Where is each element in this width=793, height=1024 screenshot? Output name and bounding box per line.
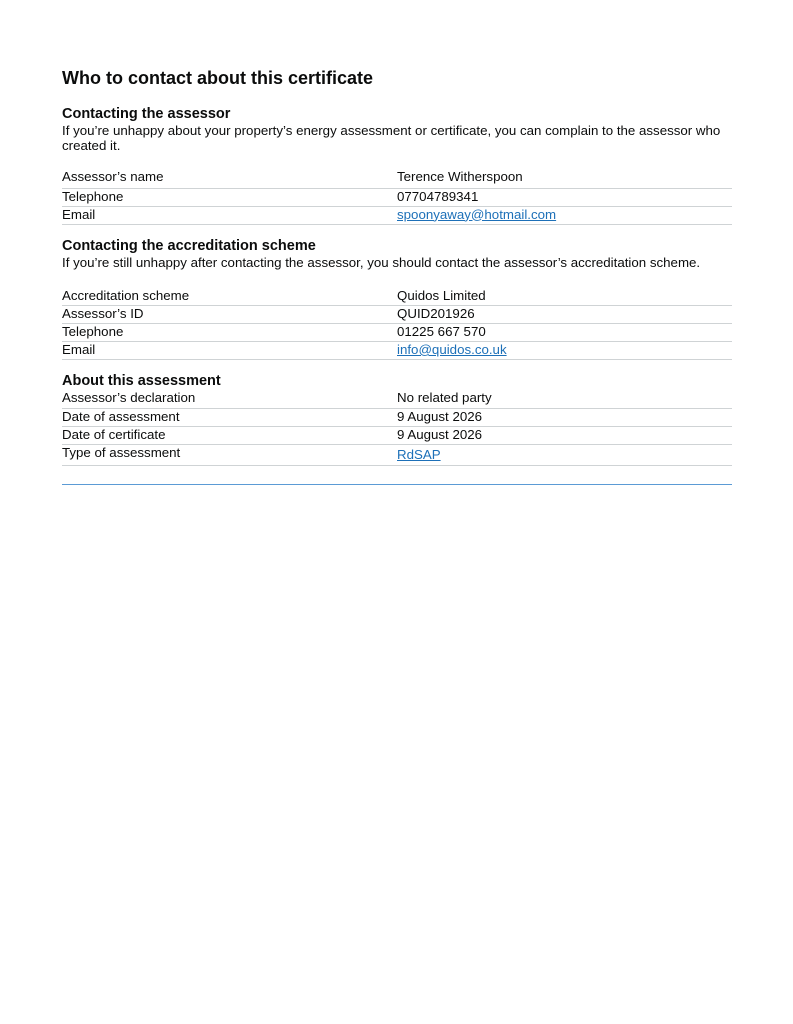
type-of-assessment-label: Type of assessment <box>62 444 397 465</box>
assessor-details-table <box>62 169 732 225</box>
assessment-details-table <box>62 390 732 466</box>
declaration-label: Assessor’s declaration <box>62 390 397 408</box>
scheme-section-title: Contacting the accreditation scheme <box>62 237 316 254</box>
table-row <box>62 206 732 224</box>
scheme-telephone-label: Telephone <box>62 324 397 342</box>
table-row <box>62 306 732 324</box>
assessor-section-intro: If you’re unhappy about your property’s energy assessment or certificate, you can complain to the assessor who created it. <box>62 123 721 153</box>
scheme-section-intro: If you’re still unhappy after contacting the assessor, you should contact the assessor’s accreditation scheme. <box>62 254 701 270</box>
table-row <box>62 324 732 342</box>
table-row <box>62 408 732 426</box>
assessor-email-link[interactable]: spoonyaway@hotmail.com <box>397 206 557 222</box>
about-section-title: About this assessment <box>62 373 221 389</box>
declaration-value: No related party <box>397 390 732 408</box>
date-of-assessment-label: Date of assessment <box>62 408 397 426</box>
date-of-certificate-value: 9 August 2026 <box>397 426 732 444</box>
footer-divider <box>62 484 732 485</box>
type-of-assessment-cell <box>397 444 732 465</box>
scheme-email-label: Email <box>62 342 397 360</box>
table-row <box>62 426 732 444</box>
scheme-email-link[interactable]: info@quidos.co.uk <box>397 342 507 357</box>
assessor-id-value: QUID201926 <box>397 306 732 324</box>
table-row <box>62 169 732 188</box>
scheme-email-cell <box>397 342 732 360</box>
assessor-email-label: Email <box>62 206 397 224</box>
page-title: Who to contact about this certificate <box>62 68 374 88</box>
assessor-section-title: Contacting the assessor <box>62 106 231 122</box>
scheme-telephone-value: 01225 667 570 <box>397 324 732 342</box>
scheme-details-table <box>62 288 732 361</box>
table-row <box>62 342 732 360</box>
table-row <box>62 188 732 206</box>
assessor-telephone-label: Telephone <box>62 188 397 206</box>
accreditation-scheme-label: Accreditation scheme <box>62 288 397 306</box>
accreditation-scheme-value: Quidos Limited <box>397 288 732 306</box>
assessor-id-label: Assessor’s ID <box>62 306 397 324</box>
table-row <box>62 444 732 465</box>
table-row <box>62 390 732 408</box>
assessor-name-value: Terence Witherspoon <box>397 169 732 188</box>
table-row <box>62 288 732 306</box>
assessor-telephone-value: 07704789341 <box>397 188 732 206</box>
date-of-assessment-value: 9 August 2026 <box>397 408 732 426</box>
date-of-certificate-label: Date of certificate <box>62 426 397 444</box>
rdsap-link[interactable]: RdSAP <box>397 446 441 462</box>
assessor-email-cell <box>397 206 732 224</box>
assessor-name-label: Assessor’s name <box>62 169 397 188</box>
certificate-contact-page <box>62 66 732 466</box>
